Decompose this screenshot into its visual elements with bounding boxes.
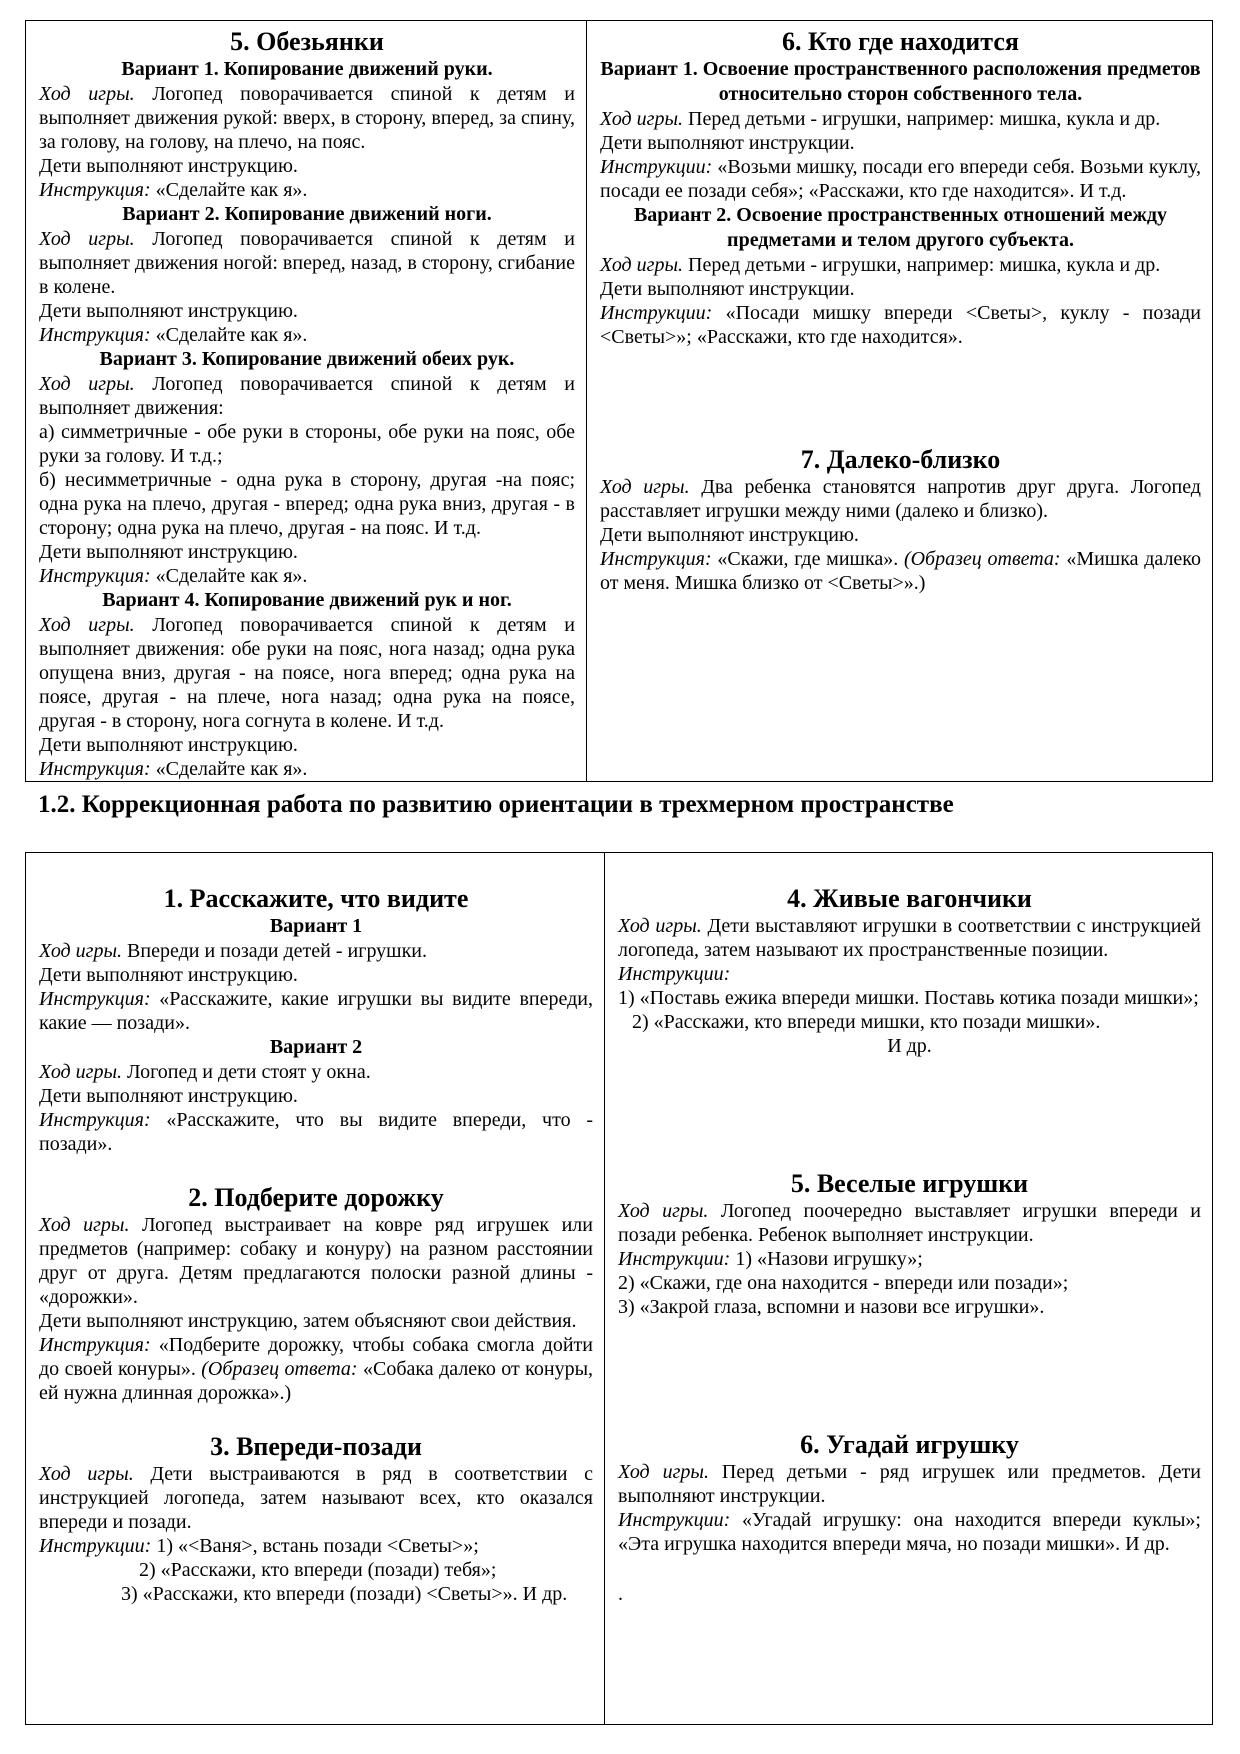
paragraph (39, 1558, 593, 1582)
text-run: И др. (887, 1035, 932, 1057)
italic-label: Инструкция: (39, 324, 151, 346)
text-run: Перед детьми - ряд игрушек или предметов. Дети выполняют инструкции. (618, 1461, 1201, 1507)
italic-label: Инструкции: (39, 1535, 152, 1557)
italic-label: Инструкция: (39, 565, 151, 587)
text-run: «Расскажите, какие игрушки вы видите впереди, какие — позади». (39, 988, 593, 1034)
italic-label: Ход игры. (600, 476, 690, 498)
variant-heading: Вариант 3. Копирование движений обеих рук. (99, 348, 515, 370)
paragraph (39, 372, 575, 420)
game-title: 1. Расскажите, что видите (163, 884, 469, 913)
text-run: Дети выполняют инструкцию. (600, 524, 859, 546)
text-run: 1) «<Ваня>, встань позади <Светы>»; (151, 1535, 479, 1557)
italic-label: Ход игры. (618, 1200, 709, 1222)
spacer (600, 349, 1201, 444)
italic-label: Ход игры. (39, 940, 123, 962)
paragraph (600, 131, 1201, 155)
text-run: 3) «Расскажи, кто впереди (позади) <Светы>». И др. (121, 1583, 568, 1605)
italic-label: (Образец ответа: (201, 1358, 358, 1380)
text-run: Дети выставляют игрушки в соответствии с инструкцией логопеда, затем называют их пространственные позиции. (618, 915, 1201, 961)
text-run: «Мишка далеко от меня. Мишка близко от <Светы>».) (600, 548, 1202, 594)
italic-label: (Образец ответа: (903, 548, 1061, 570)
text-run: 3) «Закрой глаза, вспомни и назови все игрушки». (618, 1296, 1045, 1318)
text-run: Перед детьми - игрушки, например: мишка, кукла и др. (683, 108, 1161, 130)
text-run: 2) «Расскажи, кто впереди (позади) тебя»; (139, 1559, 497, 1581)
text-run: а) симметричные - обе руки в стороны, обе руки на пояс, обе руки за голову. И т.д.; (39, 421, 575, 467)
variant-heading: Вариант 4. Копирование движений рук и ног. (102, 589, 512, 611)
text-run: Дети выполняют инструкцию. (39, 155, 298, 177)
paragraph (39, 733, 575, 757)
spacer (618, 1556, 1201, 1582)
italic-label: Ход игры. (600, 254, 684, 276)
text-run: «Сделайте как я». (150, 179, 308, 201)
paragraph (618, 1034, 1201, 1058)
game-title: 3. Впереди-позади (210, 1432, 422, 1461)
paragraph (39, 613, 575, 733)
game-title: 6. Угадай игрушку (800, 1430, 1019, 1459)
text-run: «Подберите дорожку, чтобы собака смогла дойти до своей конуры». (39, 1334, 593, 1380)
paragraph (600, 155, 1201, 203)
italic-label: Инструкции: (618, 963, 731, 985)
paragraph (39, 323, 575, 347)
text-run: «Посади мишку впереди <Светы>, куклу - позади <Светы>»; «Расскажи, кто где находится». (600, 302, 1201, 348)
paragraph (600, 301, 1201, 349)
italic-label: Ход игры. (618, 1461, 709, 1483)
text-run: 2) «Расскажи, кто впереди мишки, кто позади мишки». (632, 1011, 1101, 1033)
italic-label: Инструкции: (618, 1248, 731, 1270)
text-run: Дети выполняют инструкции. (600, 132, 855, 154)
paragraph (600, 475, 1201, 523)
paragraph (600, 547, 1201, 595)
games-table-top (25, 20, 1213, 782)
game-title: 5. Обезьянки (230, 27, 384, 56)
spacer (39, 1405, 593, 1431)
text-run: 1) «Поставь ежика впереди мишки. Поставь котика позади мишки»; (618, 987, 1199, 1009)
paragraph (618, 914, 1201, 962)
paragraph (39, 939, 593, 963)
italic-label: Ход игры. (39, 1061, 123, 1083)
italic-label: Инструкция: (39, 988, 151, 1010)
paragraph (39, 227, 575, 299)
spacer (618, 1319, 1201, 1429)
italic-label: Инструкции: (600, 302, 713, 324)
text-run: 1) «Назови игрушку»; (730, 1248, 923, 1270)
text-run: «Сделайте как я». (150, 565, 308, 587)
spacer (618, 1058, 1201, 1168)
text-run: «Расскажите, что вы видите впереди, что - позади». (39, 1109, 593, 1155)
paragraph (39, 963, 593, 987)
paragraph (618, 1271, 1201, 1295)
variant-heading: Вариант 1. Копирование движений руки. (121, 58, 493, 80)
paragraph (600, 253, 1201, 277)
paragraph (39, 178, 575, 202)
paragraph (39, 1213, 593, 1309)
italic-label: Инструкция: (39, 758, 151, 780)
paragraph (39, 1060, 593, 1084)
paragraph (39, 82, 575, 154)
text-run: Логопед поворачивается спиной к детям и выполняет движения: обе руки на пояс, нога назад; одна рука опущена вниз, другая - на поясе, нога вперед; одна рука на поясе, другая - на плече, нога назад; одна рука на поясе, другая - в сторону, нога согнута в колене. И т.д. (39, 614, 575, 732)
paragraph (39, 987, 593, 1035)
paragraph (39, 540, 575, 564)
text-run: «Скажи, где мишка». (711, 548, 904, 570)
paragraph (600, 277, 1201, 301)
text-run: Логопед поворачивается спиной к детям и выполняет движения ногой: вперед, назад, в сторону, сгибание в колене. (39, 228, 575, 298)
text-run: Дети выполняют инструкцию. (39, 964, 298, 986)
text-run: Дети выполняют инструкцию. (39, 300, 298, 322)
paragraph (39, 154, 575, 178)
italic-label: Ход игры. (618, 915, 702, 937)
text-run: Дети выполняют инструкцию. (39, 1085, 298, 1107)
game-title: 4. Живые вагончики (787, 884, 1032, 913)
paragraph (39, 1462, 593, 1534)
text-run: Впереди и позади детей - игрушки. (122, 940, 428, 962)
games-table-bottom (25, 852, 1213, 1725)
paragraph (39, 1309, 593, 1333)
paragraph (39, 468, 575, 540)
variant-heading: Вариант 1 (269, 915, 363, 937)
game-title: 6. Кто где находится (782, 27, 1019, 56)
table-bottom-left-cell (26, 853, 605, 1724)
italic-label: Инструкция: (39, 179, 151, 201)
text-run: Дети выполняют инструкцию, затем объясняют свои действия. (39, 1310, 577, 1332)
italic-label: Ход игры. (39, 373, 135, 395)
text-run: Дети выполняют инструкции. (600, 278, 855, 300)
italic-label: Инструкция: (39, 1109, 151, 1131)
text-run: «Собака далеко от конуры, ей нужна длинная дорожка».) (39, 1358, 593, 1404)
paragraph (600, 523, 1201, 547)
text-run: б) несимметричные - одна рука в сторону, другая -на пояс; одна рука на плечо, другая - вперед; одна рука вниз, другая - в сторону; одна рука на плечо, другая - на пояс. И т.д. (39, 469, 575, 539)
text-run: «Угадай игрушку: она находится впереди куклы»; «Эта игрушка находится впереди мяча, но позади мишки». И др. (618, 1509, 1201, 1555)
text-run: «Возьми мишку, посади его впереди себя. Возьми куклу, посади ее позади себя»; «Расскажи, кто где находится». И т.д. (600, 156, 1201, 202)
paragraph (618, 1582, 1201, 1606)
paragraph (39, 299, 575, 323)
text-run: Дети выстраиваются в ряд в соответствии с инструкцией логопеда, затем называют всех, кто оказался впереди и позади. (39, 1463, 593, 1533)
text-run: Логопед и дети стоят у окна. (122, 1061, 371, 1083)
text-run: 2) «Скажи, где она находится - впереди или позади»; (618, 1272, 1069, 1294)
text-run: «Сделайте как я». (150, 324, 308, 346)
italic-label: Инструкции: (600, 156, 713, 178)
italic-label: Ход игры. (39, 1214, 130, 1236)
text-run: «Сделайте как я». (150, 758, 308, 780)
italic-label: Ход игры. (39, 228, 135, 250)
text-run: Логопед поворачивается спиной к детям и выполняет движения: (39, 373, 575, 419)
paragraph (39, 420, 575, 468)
italic-label: Ход игры. (600, 108, 684, 130)
text-run: Два ребенка становятся напротив друг друга. Логопед расставляет игрушки между ними (далеко и близко). (600, 476, 1201, 522)
paragraph (39, 1084, 593, 1108)
text-run: Дети выполняют инструкцию. (39, 734, 298, 756)
paragraph (618, 1010, 1201, 1034)
game-title: 5. Веселые игрушки (790, 1169, 1029, 1198)
paragraph (618, 1508, 1201, 1556)
paragraph (39, 1108, 593, 1156)
text-run: Перед детьми - игрушки, например: мишка, кукла и др. (683, 254, 1161, 276)
paragraph (39, 1333, 593, 1405)
variant-heading: Вариант 2. Копирование движений ноги. (122, 203, 492, 225)
italic-label: Инструкция: (39, 1334, 151, 1356)
text-run: Логопед поочередно выставляет игрушки впереди и позади ребенка. Ребенок выполняет инструкции. (618, 1200, 1201, 1246)
paragraph (618, 1295, 1201, 1319)
variant-heading: Вариант 2. Освоение пространственных отношений между предметами и телом другого субъекта. (633, 204, 1168, 251)
text-run: . (618, 1583, 623, 1605)
italic-label: Инструкции: (618, 1509, 731, 1531)
italic-label: Инструкция: (600, 548, 712, 570)
game-title: 7. Далеко-близко (800, 445, 1001, 474)
variant-heading: Вариант 2 (269, 1036, 363, 1058)
game-title: 2. Подберите дорожку (188, 1183, 444, 1212)
paragraph (618, 1460, 1201, 1508)
paragraph (618, 986, 1201, 1010)
paragraph (618, 962, 1201, 986)
italic-label: Ход игры. (39, 1463, 134, 1485)
text-run: Дети выполняют инструкцию. (39, 541, 298, 563)
italic-label: Ход игры. (39, 83, 135, 105)
paragraph (39, 1534, 593, 1558)
text-run: Логопед поворачивается спиной к детям и выполняет движения рукой: вверх, в сторону, вперед, за спину, за голову, на голову, на плечо, на пояс. (39, 83, 575, 153)
paragraph (600, 107, 1201, 131)
text-run: Логопед выстраивает на ковре ряд игрушек или предметов (например: собаку и конуру) на разном расстоянии друг от друга. Детям предлагаются полоски разной длины - «дорожки». (39, 1214, 593, 1308)
table-bottom-right-cell (605, 853, 1212, 1724)
paragraph (39, 1582, 593, 1606)
paragraph (618, 1199, 1201, 1247)
paragraph (39, 564, 575, 588)
paragraph (39, 757, 575, 781)
table-top-right-cell (587, 21, 1212, 781)
table-top-left-cell (26, 21, 587, 781)
section-heading: 1.2. Коррекционная работа по развитию ориентации в трехмерном пространстве (38, 791, 954, 818)
variant-heading: Вариант 1. Освоение пространственного расположения предметов относительно сторон собственного тела. (600, 58, 1201, 105)
spacer (39, 1156, 593, 1182)
paragraph (618, 1247, 1201, 1271)
italic-label: Ход игры. (39, 614, 135, 636)
